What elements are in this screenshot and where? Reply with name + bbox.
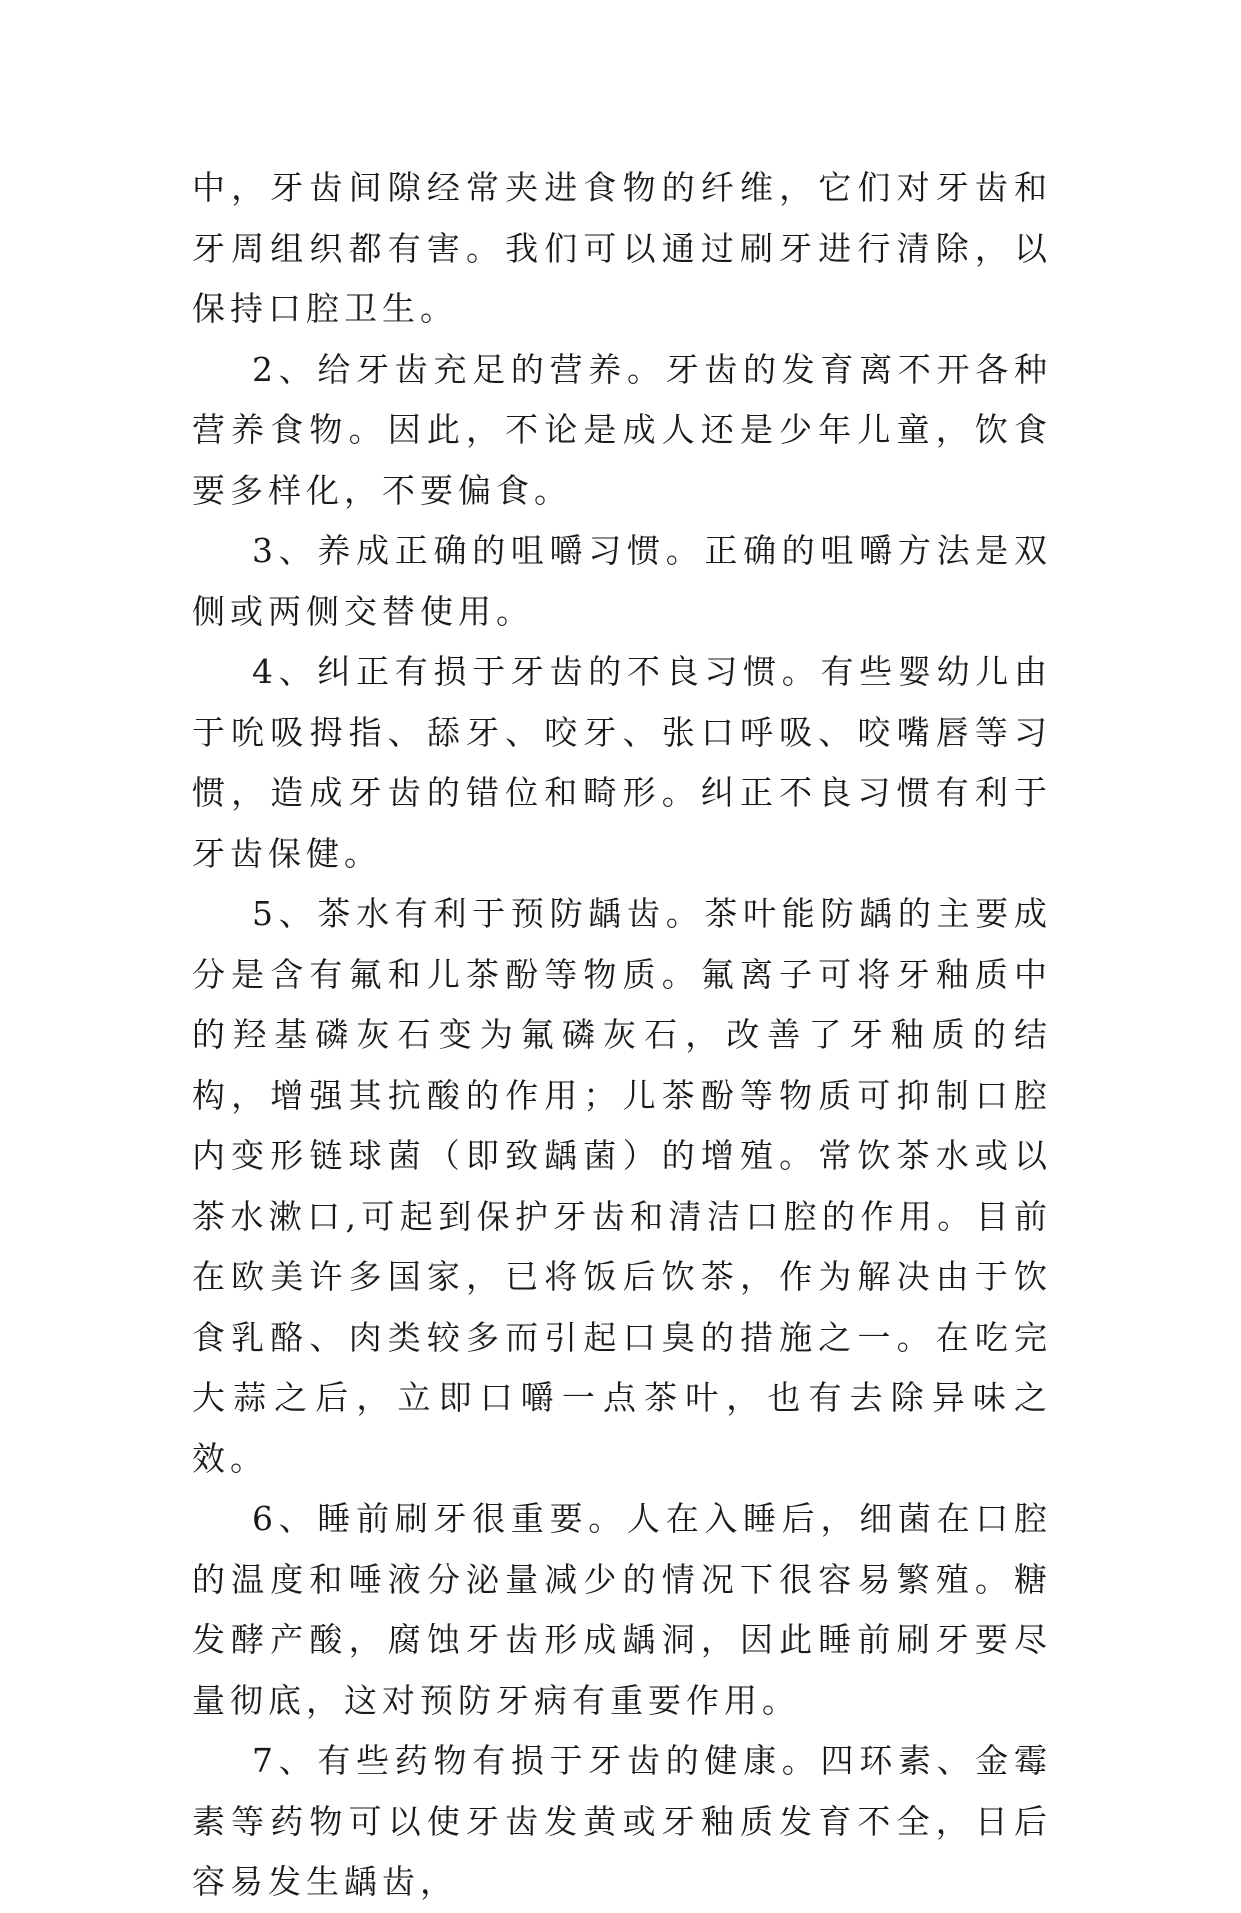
paragraph-continuation: 中，牙齿间隙经常夹进食物的纤维，它们对牙齿和牙周组织都有害。我们可以通过刷牙进行清除，以保持口腔卫生。 — [192, 168, 1052, 328]
paragraph-item-4: 4、纠正有损于牙齿的不良习惯。有些婴幼儿由于吮吸拇指、舔牙、咬牙、张口呼吸、咬嘴唇等习惯，造成牙齿的错位和畸形。纠正不良习惯有利于牙齿保健。 — [192, 652, 1052, 873]
paragraph-item-5: 5、茶水有利于预防龋齿。茶叶能防龋的主要成分是含有氟和儿茶酚等物质。氟离子可将牙釉质中的羟基磷灰石变为氟磷灰石，改善了牙釉质的结构，增强其抗酸的作用；儿茶酚等物质可抑制口腔内变形链球菌（即致龋菌）的增殖。常饮茶水或以茶水漱口,可起到保护牙齿和清洁口腔的作用。目前在欧美许多国家，已将饭后饮茶，作为解决由于饮食乳酪、肉类较多而引起口臭的措施之一。在吃完大蒜之后，立即口嚼一点茶叶，也有去除异味之效。 — [192, 894, 1052, 1478]
paragraph-item-3: 3、养成正确的咀嚼习惯。正确的咀嚼方法是双侧或两侧交替使用。 — [192, 531, 1052, 631]
document-body — [192, 158, 1052, 1913]
paragraph-item-2: 2、给牙齿充足的营养。牙齿的发育离不开各种营养食物。因此，不论是成人还是少年儿童，饮食要多样化，不要偏食。 — [192, 349, 1052, 510]
paragraph-item-7: 7、有些药物有损于牙齿的健康。四环素、金霉素等药物可以使牙齿发黄或牙釉质发育不全，日后容易发生龋齿， — [192, 1741, 1052, 1901]
paragraph-item-6: 6、睡前刷牙很重要。人在入睡后，细菌在口腔的温度和唾液分泌量减少的情况下很容易繁殖。糖发酵产酸，腐蚀牙齿形成龋洞，因此睡前刷牙要尽量彻底，这对预防牙病有重要作用。 — [192, 1499, 1052, 1720]
